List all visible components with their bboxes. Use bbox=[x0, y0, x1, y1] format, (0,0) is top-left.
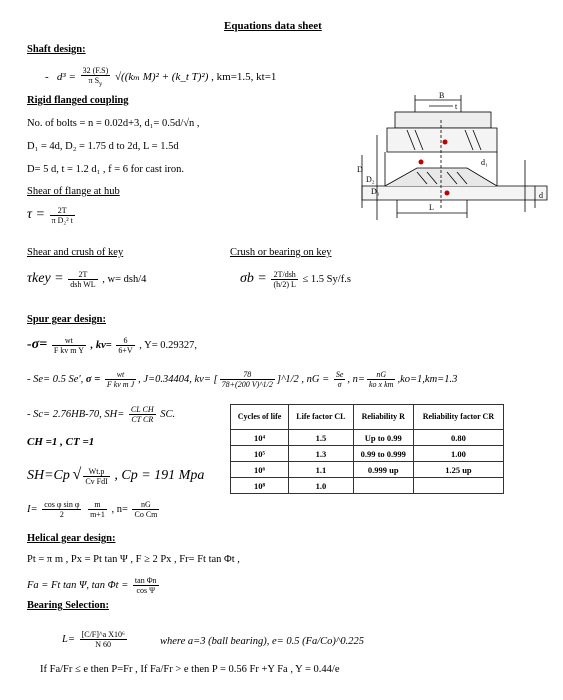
se-sig-den: F kv m J bbox=[106, 380, 135, 390]
cp: , Cp = 191 Mpa bbox=[114, 468, 205, 483]
kv-num: 6 bbox=[116, 336, 134, 346]
i-n: , n= bbox=[111, 504, 128, 516]
helical-line1: Pt = π m , Px = Pt tan Ψ , F ≥ 2 Px , Fr= Ft tan Φt , bbox=[27, 554, 240, 565]
sigb-rhs: ≤ 1.5 Sy/f.s bbox=[302, 274, 351, 286]
kv2-num: 78 bbox=[220, 370, 275, 380]
table-cell: 1.3 bbox=[289, 446, 354, 462]
sigma-den: F kv m Y bbox=[53, 346, 84, 356]
tkey-den: dsh WL bbox=[70, 280, 96, 290]
i-lhs: I= bbox=[27, 504, 38, 516]
table-row bbox=[231, 462, 504, 478]
table-header: Life factor CL bbox=[289, 405, 354, 430]
coupling-line1: No. of bolts = n = 0.02d+3, d₁= 0.5d/√n , bbox=[27, 118, 200, 129]
kv2-end: ]^1/2 , bbox=[276, 374, 305, 386]
sh2-equation: SH=Cp √ $\frac{Wt.p}{\text{Cv FdI}}$ , Cp = 191 Mpa bbox=[27, 466, 205, 487]
page-title: Equations data sheet bbox=[224, 20, 322, 32]
table-cell: 1.1 bbox=[289, 462, 354, 478]
table-cell bbox=[353, 478, 413, 494]
i-den: 2 bbox=[59, 510, 64, 520]
label-D: D bbox=[357, 165, 363, 174]
shaft-num: 32 (F.S) bbox=[82, 66, 109, 75]
se-equation bbox=[27, 370, 457, 389]
j-val: , J=0.34404, kv= [ bbox=[138, 374, 218, 386]
sigb-lhs: σb = bbox=[240, 271, 267, 287]
fa-den: cos Ψ bbox=[136, 586, 156, 596]
shaft-den-sub: y bbox=[99, 80, 103, 88]
spur-sigma-equation bbox=[27, 336, 197, 355]
life-reliability-table bbox=[230, 404, 504, 494]
shaft-den: π S bbox=[88, 76, 100, 86]
i-den2: m+1 bbox=[90, 510, 105, 520]
table-header: Cycles of life bbox=[231, 405, 289, 430]
ch-ct: CH =1 , CT =1 bbox=[27, 436, 95, 448]
bearing-where: where a=3 (ball bearing), e= 0.5 (Fa/Co)^0.225 bbox=[160, 636, 364, 647]
tkey-w: , w= dsh/4 bbox=[102, 274, 147, 286]
table-header-row bbox=[231, 405, 504, 430]
tkey-num: 2T bbox=[68, 270, 97, 280]
key-heading: Shear and crush of key bbox=[27, 247, 124, 258]
label-b: B bbox=[439, 91, 445, 100]
i-n-den: Co Cm bbox=[134, 510, 158, 520]
tkey-lhs: τkey = bbox=[27, 271, 64, 287]
table-cell: 10⁶ bbox=[231, 462, 289, 478]
tau-den: π D₂² t bbox=[51, 216, 73, 226]
shaft-root: √((kₘ M)² + (k_t T)²) bbox=[115, 70, 209, 83]
kv-den: 6+V bbox=[118, 346, 133, 356]
i-equation bbox=[27, 500, 161, 519]
table-row bbox=[231, 430, 504, 446]
table-cell: 0.99 to 0.999 bbox=[353, 446, 413, 462]
shaft-equation bbox=[45, 66, 276, 88]
shaft-lhs: d³ = bbox=[56, 70, 76, 83]
sc-equation bbox=[27, 405, 175, 424]
l-den: N 60 bbox=[95, 640, 112, 650]
n-num: nG bbox=[367, 370, 395, 380]
sigb-num: 2T/dsh bbox=[271, 270, 297, 280]
spur-heading: Spur gear design: bbox=[27, 314, 106, 325]
fa-lhs: Fa = Ft tan Ψ, tan Φt = bbox=[27, 580, 129, 592]
table-cell: 0.999 up bbox=[353, 462, 413, 478]
sc-line: - Sc= 2.76HB-70, SH= bbox=[27, 409, 125, 421]
table-cell: 1.25 up bbox=[413, 462, 503, 478]
label-L: L bbox=[429, 203, 434, 212]
n-lhs: , n= bbox=[347, 374, 365, 386]
coupling-heading: Rigid flanged coupling bbox=[27, 95, 129, 106]
tkey-equation bbox=[27, 270, 146, 289]
n-den: ko x km bbox=[369, 380, 394, 390]
tau-equation bbox=[27, 206, 77, 225]
se-line: - Se= 0.5 Se', bbox=[27, 374, 84, 386]
ko-km: ,ko=1,km=1.3 bbox=[397, 374, 458, 386]
table-header: Reliability R bbox=[353, 405, 413, 430]
sh-end: SC. bbox=[160, 409, 176, 421]
helical-heading: Helical gear design: bbox=[27, 533, 116, 544]
sigb-den: (h/2) L bbox=[273, 280, 296, 290]
table-cell: 1.0 bbox=[289, 478, 354, 494]
i-num: cos φ sin φ bbox=[44, 500, 80, 509]
label-d1-small: d₁ bbox=[481, 158, 488, 167]
key-marker bbox=[445, 191, 450, 196]
label-D1: D₁ bbox=[371, 187, 380, 196]
coupling-line2: D₁ = 4d, D₂ = 1.75 d to 2d, L = 1.5d bbox=[27, 141, 179, 152]
l-lhs: L= bbox=[62, 634, 75, 646]
table-row bbox=[231, 446, 504, 462]
i-n-num: nG bbox=[132, 500, 159, 510]
sigma-lhs: -σ= bbox=[27, 337, 48, 353]
sh2-lhs: SH=Cp bbox=[27, 468, 70, 483]
table-header: Reliability factor CR bbox=[413, 405, 503, 430]
tau-lhs: τ = bbox=[27, 207, 45, 223]
fa-num: tan Φn bbox=[134, 576, 157, 585]
table-cell: 0.80 bbox=[413, 430, 503, 446]
sh2-den: Cv FdI bbox=[85, 477, 108, 487]
table-cell: 1.00 bbox=[413, 446, 503, 462]
bearing-heading: Bearing Selection: bbox=[27, 600, 109, 611]
crush-heading: Crush or bearing on key bbox=[230, 247, 332, 258]
sh-num: CL CH bbox=[130, 405, 154, 414]
sh2-num: Wt.p bbox=[83, 467, 109, 477]
bearing-last-line: If Fa/Fr ≤ e then P=Fr , If Fa/Fr > e then P = 0.56 Fr +Y Fa , Y = 0.44/e bbox=[40, 664, 340, 675]
label-t: t bbox=[455, 102, 458, 111]
table-row bbox=[231, 478, 504, 494]
table-cell: 10⁸ bbox=[231, 478, 289, 494]
kv-lhs: , kv= bbox=[90, 340, 112, 352]
table-cell: 10⁴ bbox=[231, 430, 289, 446]
hub-heading: Shear of flange at hub bbox=[27, 186, 120, 197]
ng-den: σ bbox=[337, 380, 342, 390]
ng: nG = bbox=[306, 374, 330, 386]
table-cell bbox=[413, 478, 503, 494]
y-val: , Y= 0.29327, bbox=[139, 340, 198, 352]
ng-num: Se bbox=[335, 370, 344, 379]
sigb-equation bbox=[240, 270, 351, 289]
se-sig-num: wt bbox=[105, 370, 136, 380]
se-sig: σ = bbox=[85, 374, 101, 386]
shaft-heading: Shaft design: bbox=[27, 44, 86, 55]
coupling-line3: D= 5 d, t = 1.2 d₁ , f = 6 for cast iron. bbox=[27, 164, 185, 175]
shaft-consts: , km=1.5, kt=1 bbox=[211, 70, 277, 83]
label-d: d bbox=[539, 191, 543, 200]
tau-num: 2T bbox=[50, 206, 75, 216]
bullet: - bbox=[45, 70, 49, 83]
kv2-den: 78+(200 V)^1/2 bbox=[221, 380, 273, 390]
bolt-marker bbox=[419, 160, 424, 165]
coupling-drawing bbox=[357, 90, 557, 225]
sh-den: CT CR bbox=[131, 415, 154, 425]
l-num: [C/F]^a X10⁶ bbox=[81, 630, 125, 639]
label-D2: D₂ bbox=[366, 175, 375, 184]
sigma-num: wt bbox=[52, 336, 86, 346]
table-cell: Up to 0.99 bbox=[353, 430, 413, 446]
table-cell: 10⁵ bbox=[231, 446, 289, 462]
i-num2: m bbox=[88, 500, 107, 510]
helical-fa-equation bbox=[27, 576, 161, 595]
bearing-l-equation bbox=[62, 630, 129, 649]
bolt-marker bbox=[443, 140, 448, 145]
table-cell: 1.5 bbox=[289, 430, 354, 446]
